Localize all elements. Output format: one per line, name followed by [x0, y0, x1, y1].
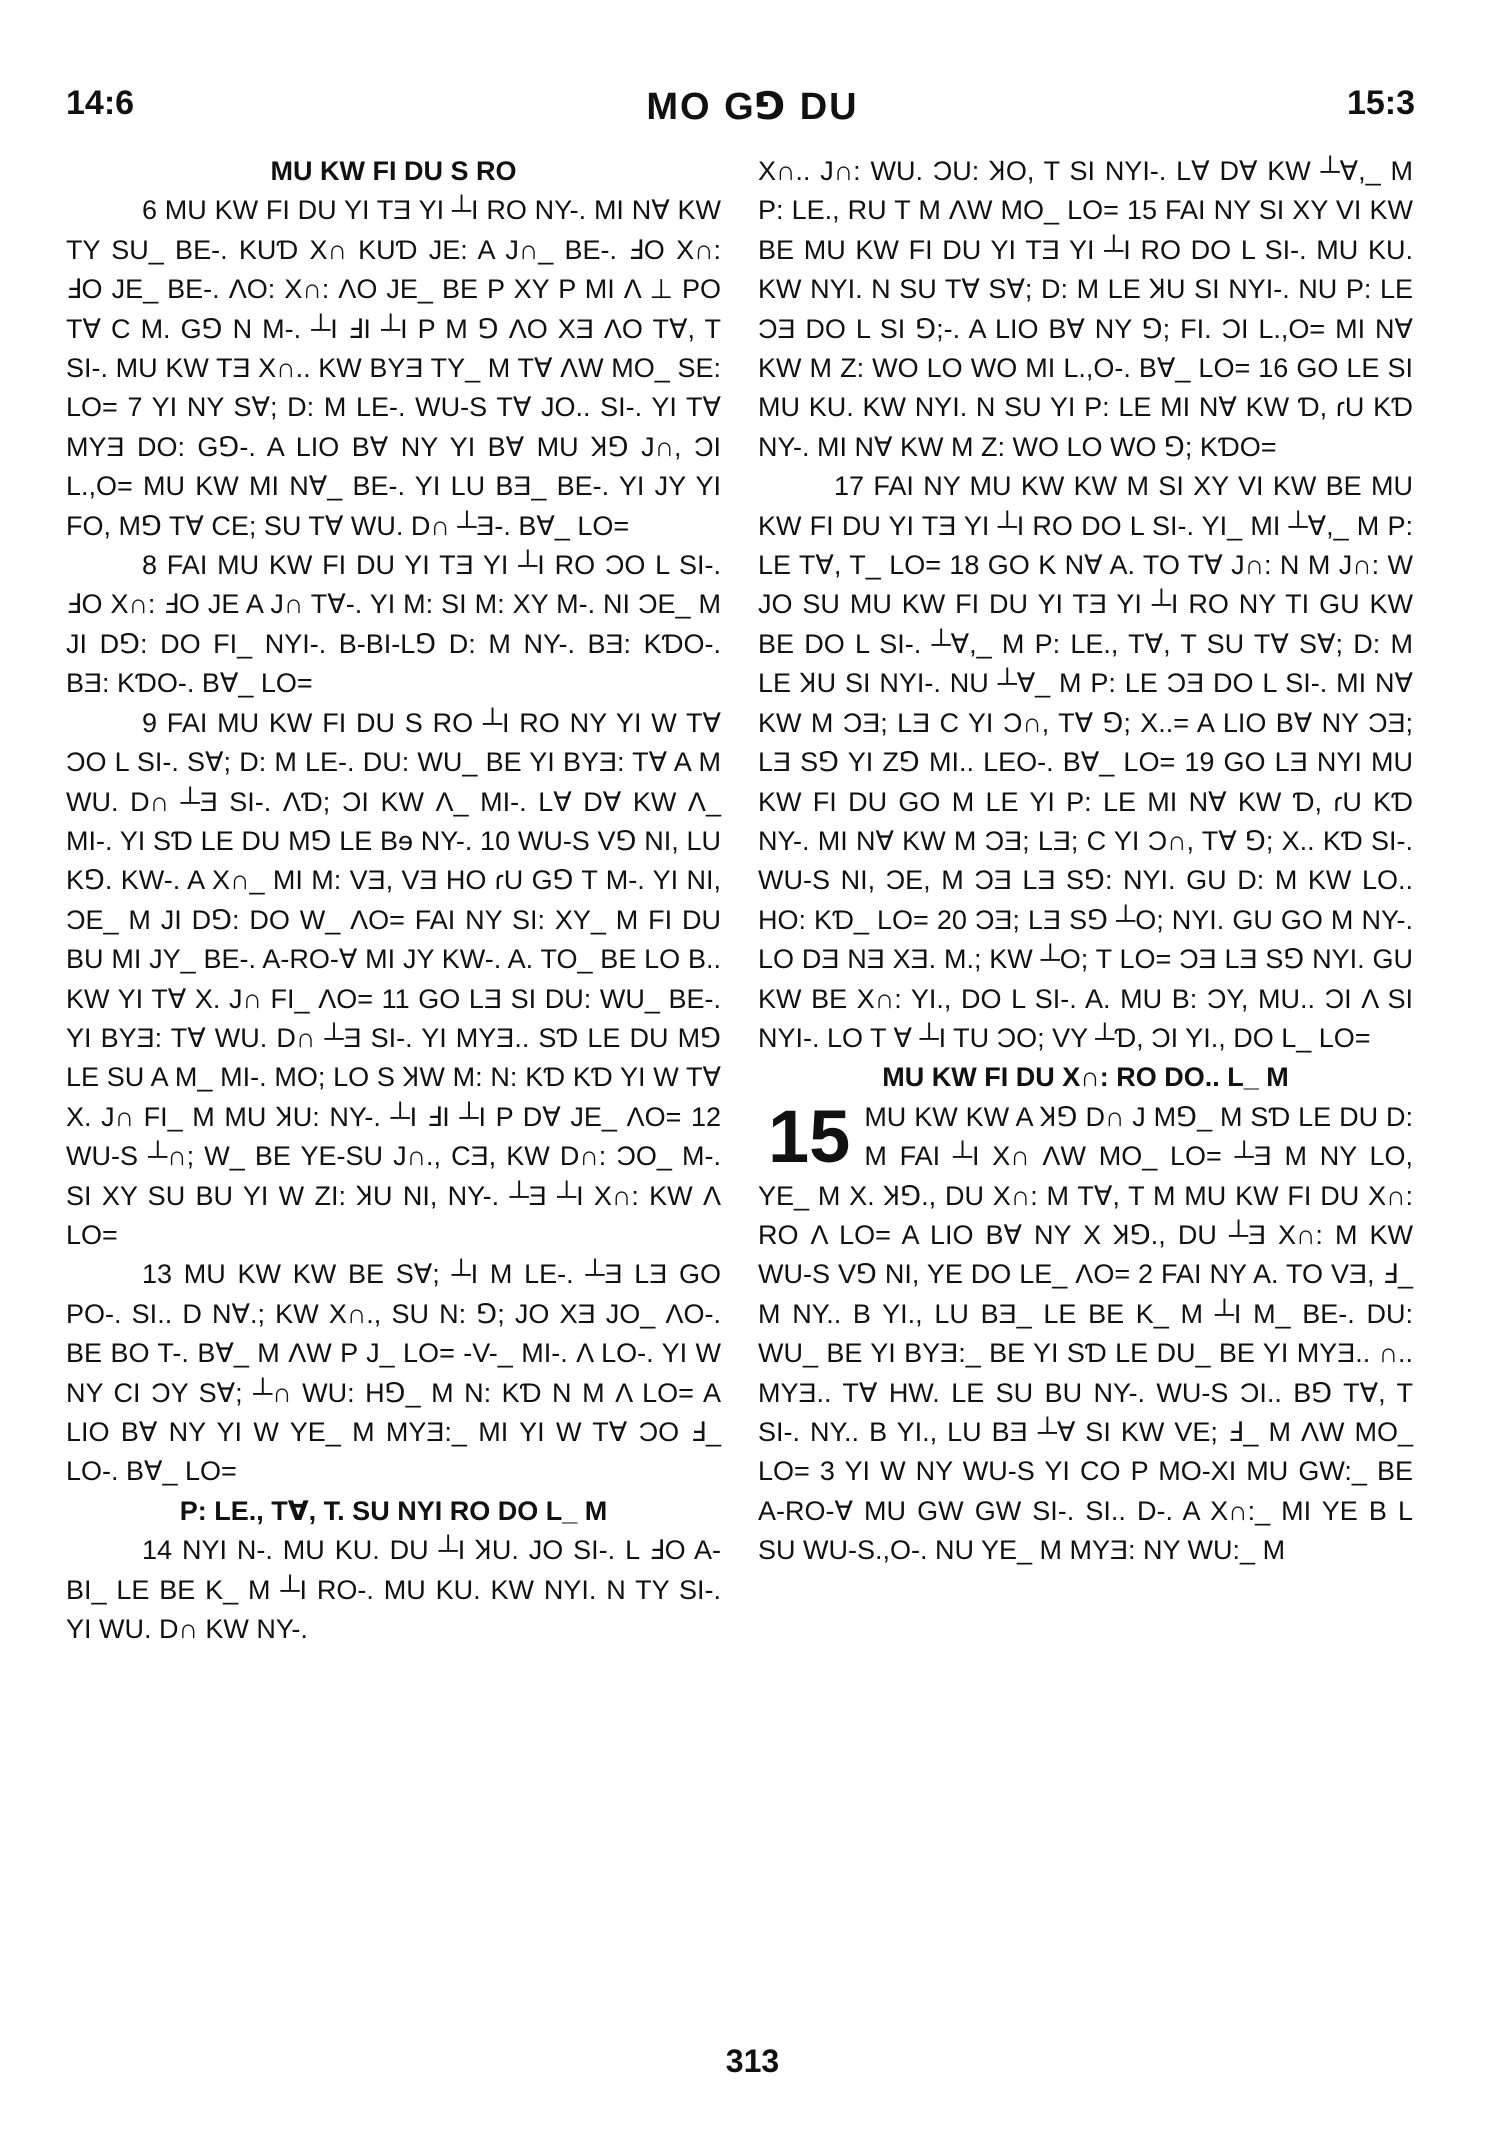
paragraph-verses-14-16-continued: X∩.. J∩: WU. ƆU: ꞰO, T SI NYI-. L∀ D∀ KW ┴∀,_ M P: LE., RU T M ΛW MO_ LO= 15 FAI NY SI XY VI KW BE MU KW FI DU YI TƎ YI ┴I RO DO L SI-. MU KU. KW NYI. N SU T∀ S∀; D: M LE ꞰU SI NYI-. NU P: LE ƆƎ DO L SI ⅁;-. A LIO B∀ NY ⅁; FI. ƆI L.,O= MI N∀ KW M Z: WO LO WO MI L.,O-. B∀_ LO= 16 GO LE SI MU KU. KW NYI. N SU YI P: LE MI N∀ KW Ɗ, ɾU KƊ NY-. MI N∀ KW M Z: WO LO WO ⅁; KƊO=: [758, 156, 1413, 462]
chapter-heading: MU KW FI DU X∩: RO DO.. L_ M: [882, 1062, 1289, 1093]
running-head: [0, 84, 1505, 134]
paragraph-verses-17-20: 17 FAI NY MU KW KW M SI XY VI KW BE MU KW FI DU YI TƎ YI ┴I RO DO L SI-. YI_ MI ┴∀,_ M P: LE T∀, T_ LO= 18 GO K N∀ A. TO T∀ J∩: N M J∩: W JO SU MU KW FI DU YI TƎ YI ┴I RO NY TI GU KW BE DO L SI-. ┴∀,_ M P: LE., T∀, T SU T∀ S∀; D: M LE ꞰU SI NYI-. NU ┴∀_ M P: LE ƆƎ DO L SI-. MI N∀ KW M ƆƎ; LƎ C YI Ɔ∩, T∀ ⅁; X..= A LIO B∀ NY ƆƎ; LƎ S⅁ YI Z⅁ MI.. LEO-. B∀_ LO= 19 GO LƎ NYI MU KW FI DU GO M LE YI P: LE MI N∀ KW Ɗ, ɾU KƊ NY-. MI N∀ KW M ƆƎ; LƎ; C YI Ɔ∩, T∀ ⅁; X.. KƊ SI-. WU-S NI, ƆE, M ƆƎ LƎ S⅁: NYI. GU D: M KW LO.. HO: KƊ_ LO= 20 ƆƎ; LƎ S⅁ ┴O; NYI. GU GO M NY-. LO DƎ NƎ XƎ. M.; KW ┴O; T LO= ƆƎ LƎ S⅁ NYI. GU KW BE X∩: YI., DO L SI-. A. MU B: ƆY, MU.. ƆI Λ SI NYI-. LO T Ɐ ┴I TU ƆO; VY ┴Ɗ, ƆI YI., DO L_ LO=: [758, 471, 1413, 1053]
paragraph-verses-9-12: 9 FAI MU KW FI DU S RO ┴I RO NY YI W T∀ ƆO L SI-. S∀; D: M LE-. DU: WU_ BE YI BYƎ: T∀ A M WU. D∩ ┴Ǝ SI-. ΛƊ; ƆI KW Λ_ MI-. L∀ D∀ KW Λ_ MI-. YI SƊ LE DU M⅁ LE Bɘ NY-. 10 WU-S V⅁ NI, LU K⅁. KW-. A X∩_ MI M: VƎ, VƎ HO ɾU G⅁ T M-. YI NI, ƆE_ M JI D⅁: DO W_ ΛO= FAI NY SI: XY_ M FI DU BU MI JY_ BE-. A-RO-Ɐ MI JY KW-. A. TO_ BE LO B.. KW YI T∀ X. J∩ FI_ ΛO= 11 GO LƎ SI DU: WU_ BE-. YI BYƎ: T∀ WU. D∩ ┴Ǝ SI-. YI MYƎ.. SƊ LE DU M⅁ LE SU A M_ MI-. MO; LO S ꞰW M: N: KƊ KƊ YI W T∀ X. J∩ FI_ M MU ꞰU: NY-. ┴I ℲI ┴I P D∀ JE_ ΛO= 12 WU-S ┴∩; W_ BE YE-SU J∩., CƎ, KW D∩: ƆO_ M-. SI XY SU BU YI W ZI: ꞰU NI, NY-. ┴Ǝ ┴I X∩: KW Λ LO=: [66, 707, 721, 1250]
paragraph-verse-13: 13 MU KW KW BE S∀; ┴I M LE-. ┴Ǝ LƎ GO PO-. SI.. D N∀.; KW X∩., SU N: ⅁; JO XƎ JO_ ΛO-. BE BO T-. B∀_ M ΛW P J_ LO= -V-_ MI-. Λ LO-. YI W NY CI ƆY S∀; ┴∩ WU: H⅁_ M N: KƊ N M Λ LO= A LIO B∀ NY YI W YE_ M MYƎ:_ MI YI W T∀ ƆO Ⅎ_ LO-. B∀_ LO=: [66, 1259, 721, 1487]
section-heading-2: P: LE., T∀, T. SU NYI RO DO L_ M: [179, 1495, 608, 1526]
paragraph-verse-14: 14 NYI N-. MU KU. DU ┴I ꞰU. JO SI-. L ℲO A-BI_ LE BE K_ M ┴I RO-. MU KU. KW NYI. N TY SI-. YI WU. D∩ KW NY-.: [66, 1535, 721, 1645]
paragraph-verse-8: 8 FAI MU KW FI DU YI TƎ YI ┴I RO ƆO L SI-. ℲO X∩: ℲO JE A J∩ T∀-. YI M: SI M: XY M-. NI ƆE_ M JI D⅁: DO FI_ NYI-. B-BI-L⅁ D: M NY-. BƎ: KƊO-. BƎ: KƊO-. B∀_ LO=: [66, 550, 721, 699]
running-head-left-reference: 14:6: [66, 84, 135, 122]
paragraph-chapter-15-verses-1-3: MU KW KW A Ʞ⅁ D∩ J M⅁_ M SƊ LE DU D: M FAI ┴I X∩ ΛW MO_ LO= ┴Ǝ M NY LO, YE_ M X. Ʞ⅁., DU X∩: M T∀, T M MU KW FI DU X∩: RO Λ LO= A LIO B∀ NY X Ʞ⅁., DU ┴Ǝ X∩: M KW WU-S V⅁ NI, YE DO LE_ ΛO= 2 FAI NY A. TO VƎ, Ⅎ_ M NY.. B YI., LU BƎ_ LE BE K_ M ┴I M_ BE-. DU: WU_ BE YI BYƎ:_ BE YI SƊ LE DU_ BE YI MYƎ.. ∩.. MYƎ.. T∀ HW. LE SU BU NY-. WU-S ƆI.. B⅁ T∀, T SI-. NY.. B YI., LU BƎ ┴∀ SI KW VE; Ⅎ_ M ΛW MO_ LO= 3 YI W NY WU-S YI CO P MO-XI MU GW:_ BE A-RO-Ɐ MU GW GW SI-. SI.. D-. A X∩:_ MI YE B L SU WU-S.,O-. NU YE_ M MYƎ: NY WU:_ M: [758, 1101, 1413, 1566]
paragraph-verses-6-7: 6 MU KW FI DU YI TƎ YI ┴I RO NY-. MI N∀ KW TY SU_ BE-. KUƊ X∩ KUƊ JE: A J∩_ BE-. ℲO X∩: ℲO JE_ BE-. ΛO: X∩: ΛO JE_ BE P XY P MI Λ ⊥ PO T∀ C M. G⅁ N M-. ┴I ℲI ┴I P M ⅁ ΛO XƎ ΛO T∀, T SI-. MU KW TƎ X∩.. KW BYƎ TY_ M T∀ ΛW MO_ SE: LO= 7 YI NY S∀; D: M LE-. WU-S T∀ JO.. SI-. YI T∀ MYƎ DO: G⅁-. A LIO B∀ NY YI B∀ MU Ʞ⅁ J∩, ƆI L.,O= MU KW MI N∀_ BE-. YI LU BƎ_ BE-. YI JY YI FO, M⅁ T∀ CE; SU T∀ WU. D∩ ┴Ǝ-. B∀_ LO=: [66, 195, 721, 541]
section-heading-1: MU KW FI DU S RO: [270, 156, 517, 186]
chapter-number: 15: [768, 1094, 851, 1178]
running-head-right-reference: 15:3: [1346, 84, 1415, 122]
right-text-column: [758, 152, 1413, 1571]
left-text-column: [66, 152, 721, 1649]
chapter-15-block: [758, 1094, 1413, 1571]
page-number: 313: [725, 2043, 780, 2079]
running-head-book-title: MO G⅁ DU: [646, 86, 859, 128]
